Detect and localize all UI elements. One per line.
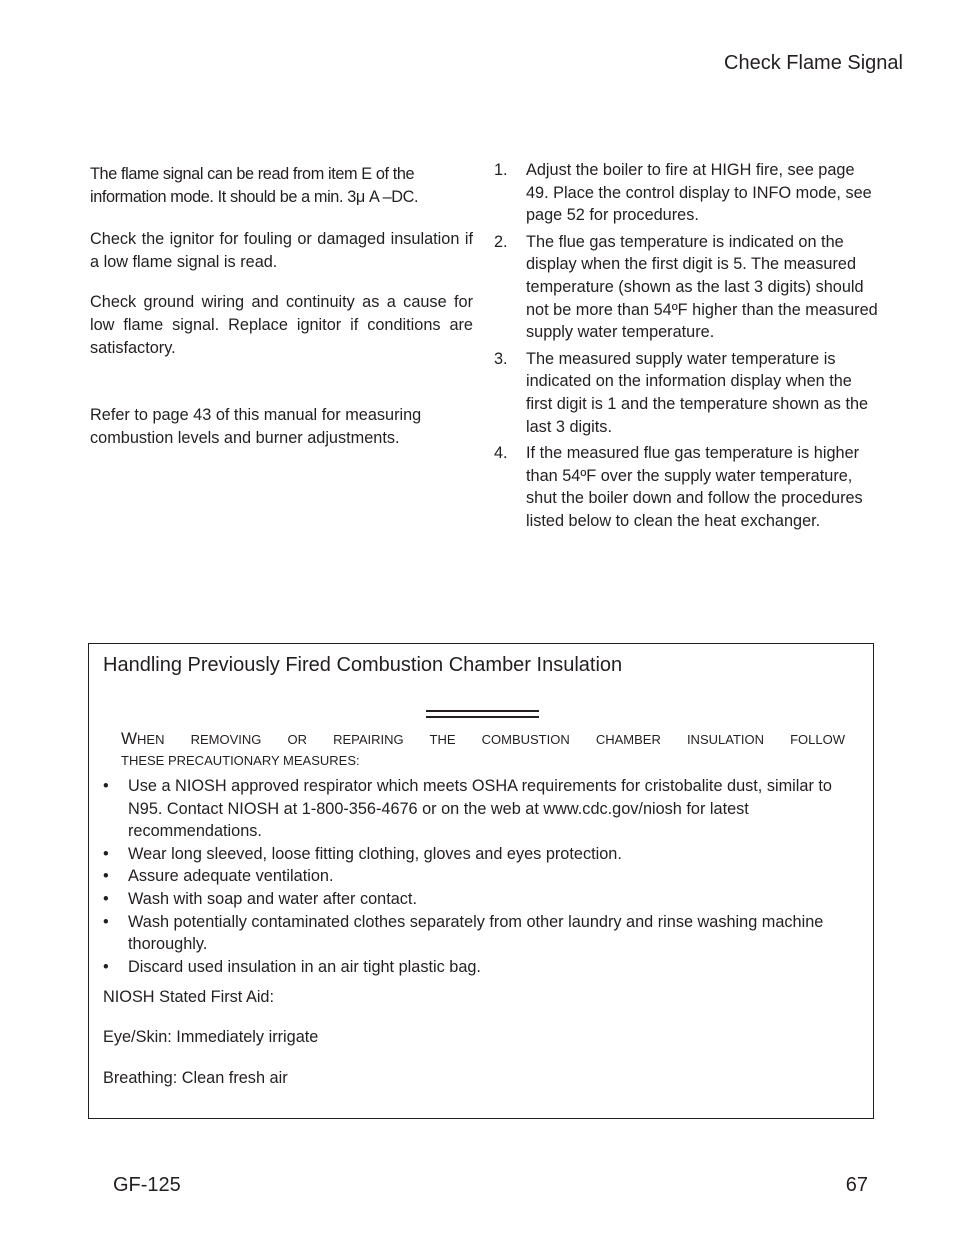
precaution-text: Assure adequate ventilation. <box>128 867 334 886</box>
step-number: 1. <box>494 161 508 179</box>
procedure-step <box>494 159 878 227</box>
warning-box-title: Handling Previously Fired Combustion Chamber Insulation <box>103 654 623 676</box>
precaution-text: Wash with soap and water after contact. <box>128 889 417 908</box>
step-number: 2. <box>494 232 508 251</box>
caution-heading-line-2: THESE PRECAUTIONARY MEASURES: <box>121 753 360 768</box>
first-aid-breathing: Breathing: Clean fresh air <box>103 1069 288 1087</box>
bullet-icon: • <box>103 912 109 931</box>
procedure-steps <box>494 159 878 537</box>
list-item <box>103 888 863 911</box>
precaution-text: Discard used insulation in an air tight plastic bag. <box>128 957 481 976</box>
first-aid-heading: NIOSH Stated First Aid: <box>103 988 275 1006</box>
procedure-step <box>494 231 878 344</box>
step-text: The measured supply water temperature is indicated on the information display when the first digit is 1 and the temperature shown as the last 3 digits. <box>526 349 869 436</box>
procedure-step <box>494 348 878 438</box>
list-item <box>103 956 863 979</box>
procedure-step <box>494 442 878 532</box>
list-item <box>103 843 863 866</box>
left-column <box>90 163 473 449</box>
ground-wiring-paragraph: Check ground wiring and continuity as a cause for low flame signal. Replace ignitor if conditions are satisfactory. <box>90 293 473 357</box>
list-item <box>103 911 863 956</box>
step-text: If the measured flue gas temperature is higher than 54ºF over the supply water temperature, shut the boiler down and follow the procedures listed below to clean the heat exchanger. <box>526 444 863 530</box>
step-number: 3. <box>494 349 508 368</box>
caution-initial: W <box>121 729 138 748</box>
flame-signal-paragraph: The flame signal can be read from item E of the information mode. It should be a min. 3μ A –DC. <box>90 165 419 206</box>
bullet-icon: • <box>103 844 109 863</box>
step-text: The flue gas temperature is indicated on the display when the first digit is 5. The measured temperature (shown as the last 3 digits) should not be more than 54ºF higher than the measured supply water temperature. <box>526 232 878 342</box>
page-header-title: Check Flame Signal <box>724 52 903 74</box>
footer-model-number: GF-125 <box>113 1174 181 1196</box>
caution-heading-rest: HEN REMOVING OR REPAIRING THE COMBUSTION CHAMBER INSULATION FOLLOW <box>137 732 845 747</box>
bullet-icon: • <box>103 957 109 976</box>
footer-page-number: 67 <box>845 1174 868 1196</box>
first-aid-eye-skin: Eye/Skin: Immediately irrigate <box>103 1028 319 1046</box>
precaution-text: Wear long sleeved, loose fitting clothing, gloves and eyes protection. <box>128 844 622 863</box>
precaution-list <box>103 775 863 978</box>
step-number: 4. <box>494 444 508 463</box>
bullet-icon: • <box>103 867 109 886</box>
bullet-icon: • <box>103 889 109 908</box>
ignitor-check-paragraph: Check the ignitor for fouling or damaged insulation if a low flame signal is read. <box>90 230 473 271</box>
combustion-reference-paragraph: Refer to page 43 of this manual for measuring combustion levels and burner adjustments. <box>90 406 422 447</box>
caution-divider <box>426 710 539 718</box>
step-text: Adjust the boiler to fire at HIGH fire, see page 49. Place the control display to INFO mode, see page 52 for procedures. <box>526 161 872 225</box>
precaution-text: Wash potentially contaminated clothes separately from other laundry and rinse washing machine thoroughly. <box>128 912 824 954</box>
precaution-text: Use a NIOSH approved respirator which meets OSHA requirements for cristobalite dust, similar to N95. Contact NIOSH at 1-800-356-4676 or on the web at www.cdc.gov/niosh for latest recommendations. <box>128 777 832 841</box>
caution-heading-line-1 <box>121 728 845 751</box>
list-item <box>103 865 863 888</box>
bullet-icon: • <box>103 777 109 795</box>
list-item <box>103 775 863 843</box>
insulation-warning-box <box>88 643 874 1119</box>
